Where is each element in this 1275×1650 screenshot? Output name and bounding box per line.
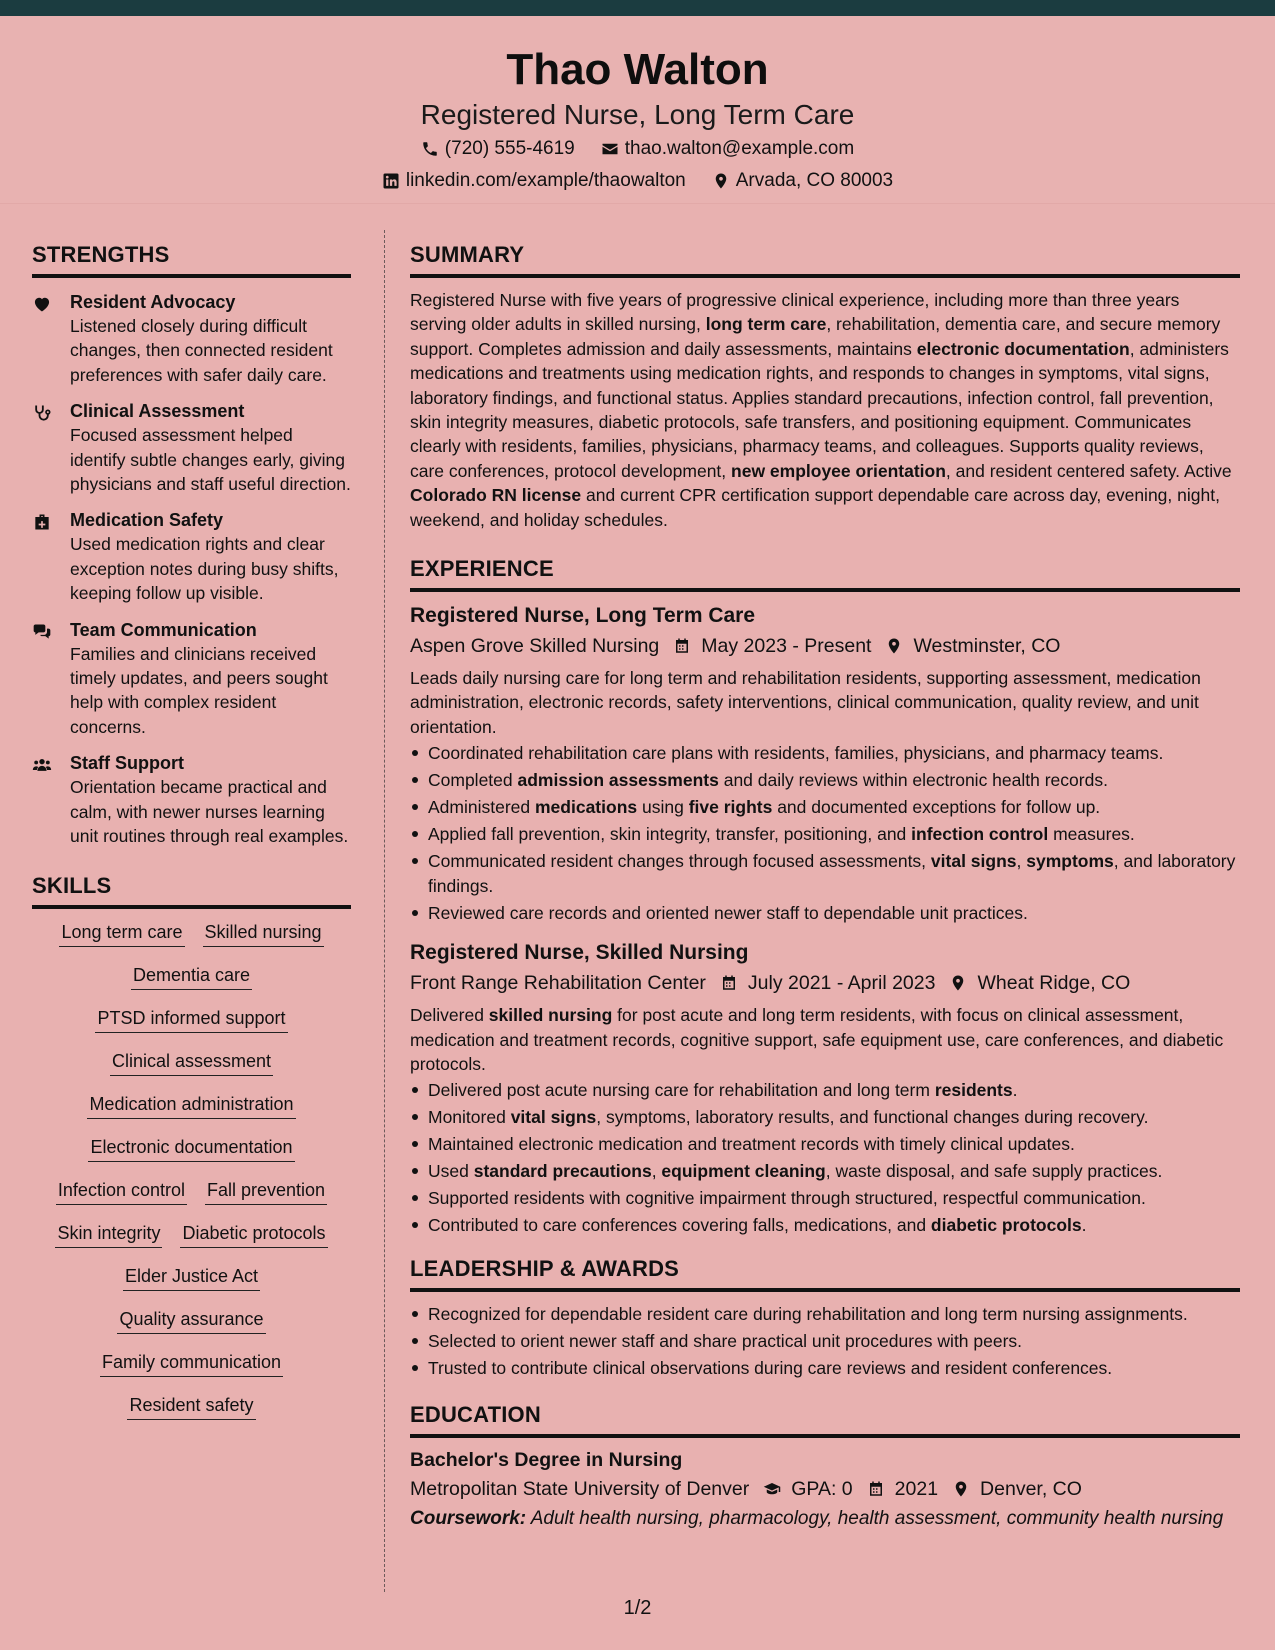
company-name: Aspen Grove Skilled Nursing — [410, 635, 660, 658]
map-marker-icon — [952, 1480, 970, 1498]
bullet-item — [410, 1356, 1240, 1380]
text-fragment: , — [651, 1161, 662, 1182]
text-fragment: , — [1016, 851, 1027, 872]
skill-tag: Clinical assessment — [110, 1048, 273, 1076]
stethoscope-icon — [32, 403, 52, 423]
job-entry — [410, 939, 1240, 1238]
skill-row — [32, 919, 351, 947]
bullet-item — [410, 768, 1240, 792]
strength-description: Focused assessment helped identify subtle changes early, giving physicians and staff useful direction. — [70, 425, 351, 495]
bold-phrase: symptoms — [1026, 851, 1114, 872]
text-fragment: Trusted to contribute clinical observations during care reviews and resident conferences. — [428, 1357, 1113, 1378]
job-description — [410, 1003, 1240, 1076]
skill-tag: Elder Justice Act — [123, 1263, 260, 1291]
bullet-item — [410, 1159, 1240, 1183]
top-accent-bar — [0, 0, 1275, 16]
text-fragment: and current CPR certification support dependable care across day, evening, night, weekend, and holiday schedules. — [410, 485, 1220, 530]
bullet-item — [410, 1213, 1240, 1237]
users-icon — [32, 755, 52, 775]
text-fragment: Applied fall prevention, skin integrity, transfer, positioning, and — [428, 824, 912, 845]
skill-row — [32, 1220, 351, 1248]
skill-row — [32, 1263, 351, 1291]
bold-phrase: vital signs — [930, 851, 1017, 872]
bold-phrase: skilled nursing — [488, 1005, 613, 1026]
experience-list — [410, 602, 1240, 1238]
strength-item — [32, 290, 351, 387]
company-name: Front Range Rehabilitation Center — [410, 972, 706, 995]
job-meta — [410, 630, 1240, 662]
location-text: Arvada, CO 80003 — [735, 170, 894, 191]
skill-row — [32, 1392, 351, 1420]
text-fragment: . — [1081, 1215, 1087, 1236]
bullet-item — [410, 1105, 1240, 1129]
text-fragment: Completed — [428, 770, 518, 791]
bold-phrase: vital signs — [510, 1107, 597, 1128]
job-location: Westminster, CO — [913, 635, 1061, 658]
text-fragment: using — [637, 797, 689, 818]
strength-name: Medication Safety — [70, 510, 224, 531]
job-title: Registered Nurse, Skilled Nursing — [410, 941, 749, 965]
bold-phrase: five rights — [688, 797, 773, 818]
coursework-text: Adult health nursing, pharmacology, health assessment, community health nursing — [526, 1508, 1224, 1530]
strength-description: Families and clinicians received timely updates, and peers sought help with complex resident concerns. — [70, 643, 328, 737]
bold-phrase: long term care — [705, 314, 827, 335]
text-fragment: Leads daily nursing care for long term and rehabilitation residents, supporting assessment, medication administration, electronic records, safety interventions, clinical communication, quality review, and unit orientation. — [410, 668, 1201, 737]
text-fragment: Maintained electronic medication and treatment records with timely clinical updates. — [428, 1134, 1075, 1155]
skill-row — [32, 1177, 351, 1205]
skill-tag: Electronic documentation — [88, 1134, 294, 1162]
calendar-icon — [720, 974, 738, 992]
calendar-icon — [673, 637, 691, 655]
text-fragment: Contributed to care conferences covering falls, medications, and — [428, 1215, 931, 1236]
bullet-item — [410, 741, 1240, 765]
job-entry — [410, 602, 1240, 925]
skill-tag: Resident safety — [127, 1392, 255, 1420]
strength-description: Orientation became practical and calm, with newer nurses learning unit routines through real examples. — [70, 777, 349, 847]
text-fragment: Recognized for dependable resident care during rehabilitation and long term nursing assignments. — [428, 1303, 1188, 1324]
phone-icon — [421, 140, 439, 158]
skill-row — [32, 1048, 351, 1076]
map-marker-icon — [885, 637, 903, 655]
text-fragment: Selected to orient newer staff and share practical unit procedures with peers. — [428, 1330, 1023, 1351]
strength-description: Listened closely during difficult changes, then connected resident preferences with safer daily care. — [70, 316, 333, 385]
summary-text — [410, 288, 1240, 532]
comments-icon — [32, 622, 52, 642]
contact-linkedin[interactable] — [382, 166, 686, 196]
bullet-item — [410, 849, 1240, 898]
skills-list — [32, 919, 351, 1420]
bullet-item — [410, 822, 1240, 846]
skill-row — [32, 962, 351, 990]
text-fragment: Supported residents with cognitive impairment through structured, respectful communication. — [428, 1188, 1146, 1209]
page-number: 1/2 — [623, 1597, 652, 1619]
skill-tag: Family communication — [100, 1349, 283, 1377]
skill-tag: Dementia care — [131, 962, 252, 990]
education-meta — [410, 1474, 1240, 1504]
text-fragment: Communicated resident changes through focused assessments, — [428, 851, 931, 872]
text-fragment: Reviewed care records and oriented newer staff to dependable unit practices. — [428, 902, 1028, 923]
bold-phrase: infection control — [911, 824, 1049, 845]
map-marker-icon — [712, 172, 730, 190]
graduation-cap-icon — [763, 1480, 781, 1498]
text-fragment: and documented exceptions for follow up. — [772, 797, 1101, 818]
text-fragment: , administers medications and treatments using medication rights, and responds to changes in symptoms, vital signs, laboratory findings, and functional status. Applies standard precautions, infection control, fall prevention, skin integrity measures, diabetic protocols, safe transfers, and positioning equipment. Communicates clearly with residents, families, physicians, pharmacy teams, and colleagues. Supports quality reviews, care conferences, protocol development, — [410, 338, 1229, 481]
phone-text: (720) 555-4619 — [444, 138, 575, 159]
job-bullets — [410, 1078, 1240, 1237]
map-marker-icon — [949, 974, 967, 992]
strength-name: Team Communication — [70, 619, 257, 640]
text-fragment: , and resident centered safety. Active — [945, 460, 1232, 481]
bullet-item — [410, 1186, 1240, 1210]
skill-tag: Fall prevention — [205, 1177, 327, 1205]
summary-heading: SUMMARY — [410, 240, 1240, 278]
linkedin-icon — [382, 172, 400, 190]
candidate-title: Registered Nurse, Long Term Care — [420, 99, 855, 130]
skill-row — [32, 1134, 351, 1162]
coursework — [410, 1506, 1240, 1531]
text-fragment: Coordinated rehabilitation care plans with residents, families, physicians, and pharmacy teams. — [428, 743, 1164, 764]
bold-phrase: admission assessments — [517, 770, 719, 791]
text-fragment: , and laboratory findings. — [428, 851, 1236, 896]
skill-tag: Medication administration — [87, 1091, 295, 1119]
bold-phrase: electronic documentation — [916, 338, 1130, 359]
bold-phrase: medications — [535, 797, 638, 818]
strength-name: Clinical Assessment — [70, 401, 245, 422]
text-fragment: Delivered — [410, 1005, 489, 1026]
job-title: Registered Nurse, Long Term Care — [410, 604, 756, 628]
bullet-item — [410, 1132, 1240, 1156]
bold-phrase: standard precautions — [473, 1161, 652, 1182]
envelope-icon — [601, 140, 619, 158]
bold-phrase: new employee orientation — [731, 460, 946, 481]
graduation-year: 2021 — [894, 1478, 939, 1501]
right-column — [410, 240, 1240, 1531]
skill-tag: Long term care — [59, 919, 184, 947]
skill-row — [32, 1349, 351, 1377]
column-divider — [384, 230, 385, 1592]
heart-icon — [32, 294, 52, 314]
resume-header — [0, 16, 1275, 204]
school-location: Denver, CO — [980, 1478, 1082, 1501]
text-fragment: Administered — [428, 797, 535, 818]
text-fragment: , rehabilitation, dementia care, and secure memory support. Completes admission and daily assessments, maintains — [410, 314, 1221, 359]
bullet-item — [410, 1302, 1240, 1326]
contact-email[interactable] — [601, 134, 854, 164]
bold-phrase: Colorado RN license — [410, 485, 582, 506]
text-fragment: , symptoms, laboratory results, and functional changes during recovery. — [596, 1107, 1149, 1128]
strength-item — [32, 399, 351, 496]
linkedin-text[interactable]: linkedin.com/example/thaowalton — [405, 170, 686, 191]
skill-row — [32, 1091, 351, 1119]
text-fragment: Registered Nurse with five years of progressive clinical experience, including more than three years serving older adults in skilled nursing, — [410, 290, 1180, 335]
text-fragment: , waste disposal, and safe supply practices. — [825, 1161, 1163, 1182]
text-fragment: Used — [428, 1161, 474, 1182]
email-text[interactable]: thao.walton@example.com — [624, 138, 855, 159]
strength-item — [32, 751, 351, 848]
skill-tag: Infection control — [56, 1177, 187, 1205]
contact-location — [712, 166, 893, 196]
text-fragment: . — [1012, 1080, 1018, 1101]
experience-heading: EXPERIENCE — [410, 554, 1240, 592]
text-fragment: Delivered post acute nursing care for rehabilitation and long term — [428, 1080, 935, 1101]
text-fragment: measures. — [1048, 824, 1135, 845]
bold-phrase: diabetic protocols — [930, 1215, 1082, 1236]
skill-tag: Diabetic protocols — [180, 1220, 327, 1248]
job-meta — [410, 967, 1240, 999]
text-fragment: for post acute and long term residents, with focus on clinical assessment, medication and treatment records, cognitive support, safe equipment use, care conferences, and diabetic protocols. — [410, 1005, 1224, 1074]
skill-tag: PTSD informed support — [95, 1005, 287, 1033]
bullet-item — [410, 1329, 1240, 1353]
job-dates: July 2021 - April 2023 — [747, 972, 936, 995]
contact-phone — [421, 134, 575, 164]
skill-tag: Quality assurance — [117, 1306, 265, 1334]
bullet-item — [410, 1078, 1240, 1102]
bold-phrase: equipment cleaning — [661, 1161, 826, 1182]
strength-item — [32, 618, 351, 740]
education-heading: EDUCATION — [410, 1400, 1240, 1438]
bold-phrase: residents — [934, 1080, 1013, 1101]
strengths-list — [32, 290, 351, 849]
strength-name: Staff Support — [70, 753, 184, 774]
skill-row — [32, 1005, 351, 1033]
strength-name: Resident Advocacy — [70, 292, 236, 312]
skill-tag: Skin integrity — [55, 1220, 162, 1248]
text-fragment: and daily reviews within electronic health records. — [718, 770, 1108, 791]
contact-row-1 — [0, 134, 1275, 164]
school-name: Metropolitan State University of Denver — [410, 1478, 750, 1501]
job-bullets — [410, 741, 1240, 925]
strength-item — [32, 508, 351, 605]
medkit-icon — [32, 512, 52, 532]
contact-row-2 — [0, 166, 1275, 196]
skill-row — [32, 1306, 351, 1334]
leadership-list — [410, 1302, 1240, 1380]
strengths-heading: STRENGTHS — [32, 240, 351, 278]
degree-title: Bachelor's Degree in Nursing — [410, 1449, 683, 1472]
gpa-text: GPA: 0 — [791, 1478, 853, 1501]
job-location: Wheat Ridge, CO — [977, 972, 1131, 995]
candidate-name: Thao Walton — [506, 45, 769, 94]
bullet-item — [410, 795, 1240, 819]
job-description — [410, 666, 1240, 739]
bullet-item — [410, 901, 1240, 925]
coursework-label: Coursework: — [410, 1508, 527, 1530]
leadership-heading: LEADERSHIP & AWARDS — [410, 1254, 1240, 1292]
calendar-icon — [867, 1480, 885, 1498]
strength-description: Used medication rights and clear exception notes during busy shifts, keeping follow up visible. — [70, 534, 339, 604]
left-column — [32, 240, 351, 1435]
skill-tag: Skilled nursing — [203, 919, 324, 947]
skills-heading: SKILLS — [32, 871, 351, 909]
job-dates: May 2023 - Present — [701, 635, 872, 658]
text-fragment: Monitored — [428, 1107, 511, 1128]
